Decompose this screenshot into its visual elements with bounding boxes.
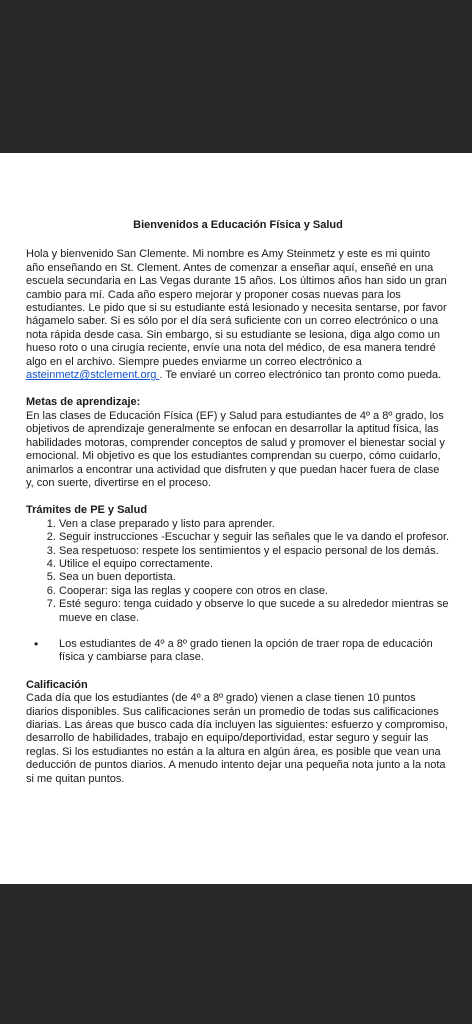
intro-text: Hola y bienvenido San Clemente. Mi nombre es Amy Steinmetz y este es mi quinto año enseñando en St. Clement. Antes de comenzar a enseñar aquí, enseñé en una escuela secundaria en Las Vegas durante 15 años. Los últimos años han sido un gran cambio para mí. Cada año espero mejorar y proponer cosas nuevas para los estudiantes. Le pido que si su estudiante está lesionado y necesita sentarse, por favor hágamelo saber. Si es sólo por el día será suficiente con un correo electrónico o una nota rápida desde casa. Sin embargo, si su estudiante se lesiona, diga algo como un hueso roto o una cirugía reciente, envíe una nota del médico, de esa manera tendré algo en el archivo. Siempre puedes enviarme un correo electrónico a (26, 248, 447, 368)
intro-paragraph (26, 248, 450, 382)
goals-heading: Metas de aprendizaje: (26, 396, 141, 409)
list-item: 1. Ven a clase preparado y listo para aprender. (59, 518, 450, 531)
grading-heading: Calificación (26, 678, 88, 691)
list-item: 2. Seguir instrucciones -Escuchar y seguir las señales que le va dando el profesor. (59, 531, 450, 544)
list-item: 5. Sea un buen deportista. (59, 571, 450, 584)
goals-paragraph: En las clases de Educación Física (EF) y Salud para estudiantes de 4º a 8º grado, los objetivos de aprendizaje generalmente se enfocan en desarrollar la aptitud física, las habilidades motoras, comprender conceptos de salud y promover el bienestar social y emocional. Mi objetivo es que los estudiantes comprendan su cuerpo, cómo cuidarlo, animarlos a encontrar una actividad que disfruten y que puedan hacer fuera de clase y, con suerte, divertirse en el proceso. (26, 409, 445, 489)
list-item: 7. Esté seguro: tenga cuidado y observe lo que sucede a su alrededor mientras se mueve en clase. (59, 598, 450, 625)
document-title: Bienvenidos a Educación Física y Salud (133, 219, 343, 231)
bullet-list (26, 638, 450, 665)
procedures-list (26, 518, 450, 625)
email-link[interactable]: asteinmetz@stclement.org (26, 369, 160, 382)
bullet-note: • Los estudiantes de 4º a 8º grado tienen la opción de traer ropa de educación física y cambiarse para clase. (59, 638, 450, 665)
bottom-dark-bar (0, 884, 472, 1024)
grading-paragraph: Cada día que los estudiantes (de 4º a 8º grado) vienen a clase tienen 10 puntos diarios disponibles. Sus calificaciones serán un promedio de todas sus calificaciones diarias. Las áreas que busco cada día incluyen las siguientes: esfuerzo y compromiso, desarrollo de habilidades, trabajo en equipo/deportividad, estar seguro y seguir las reglas. Si los estudiantes no están a la altura en algún área, es posible que vean una deducción de puntos diarios. A menudo intento dejar una pequeña nota junto a la nota si me quitan puntos. (26, 692, 448, 785)
intro-text-end: . Te enviaré un correo electrónico tan pronto como pueda. (159, 369, 442, 382)
list-item: 6. Cooperar: siga las reglas y coopere con otros en clase. (59, 585, 450, 598)
procedures-heading: Trámites de PE y Salud (26, 504, 148, 517)
top-dark-bar (0, 0, 472, 153)
list-item: 4. Utilice el equipo correctamente. (59, 558, 450, 571)
list-item: 3. Sea respetuoso: respete los sentimientos y el espacio personal de los demás. (59, 545, 450, 558)
document-page (0, 153, 472, 884)
